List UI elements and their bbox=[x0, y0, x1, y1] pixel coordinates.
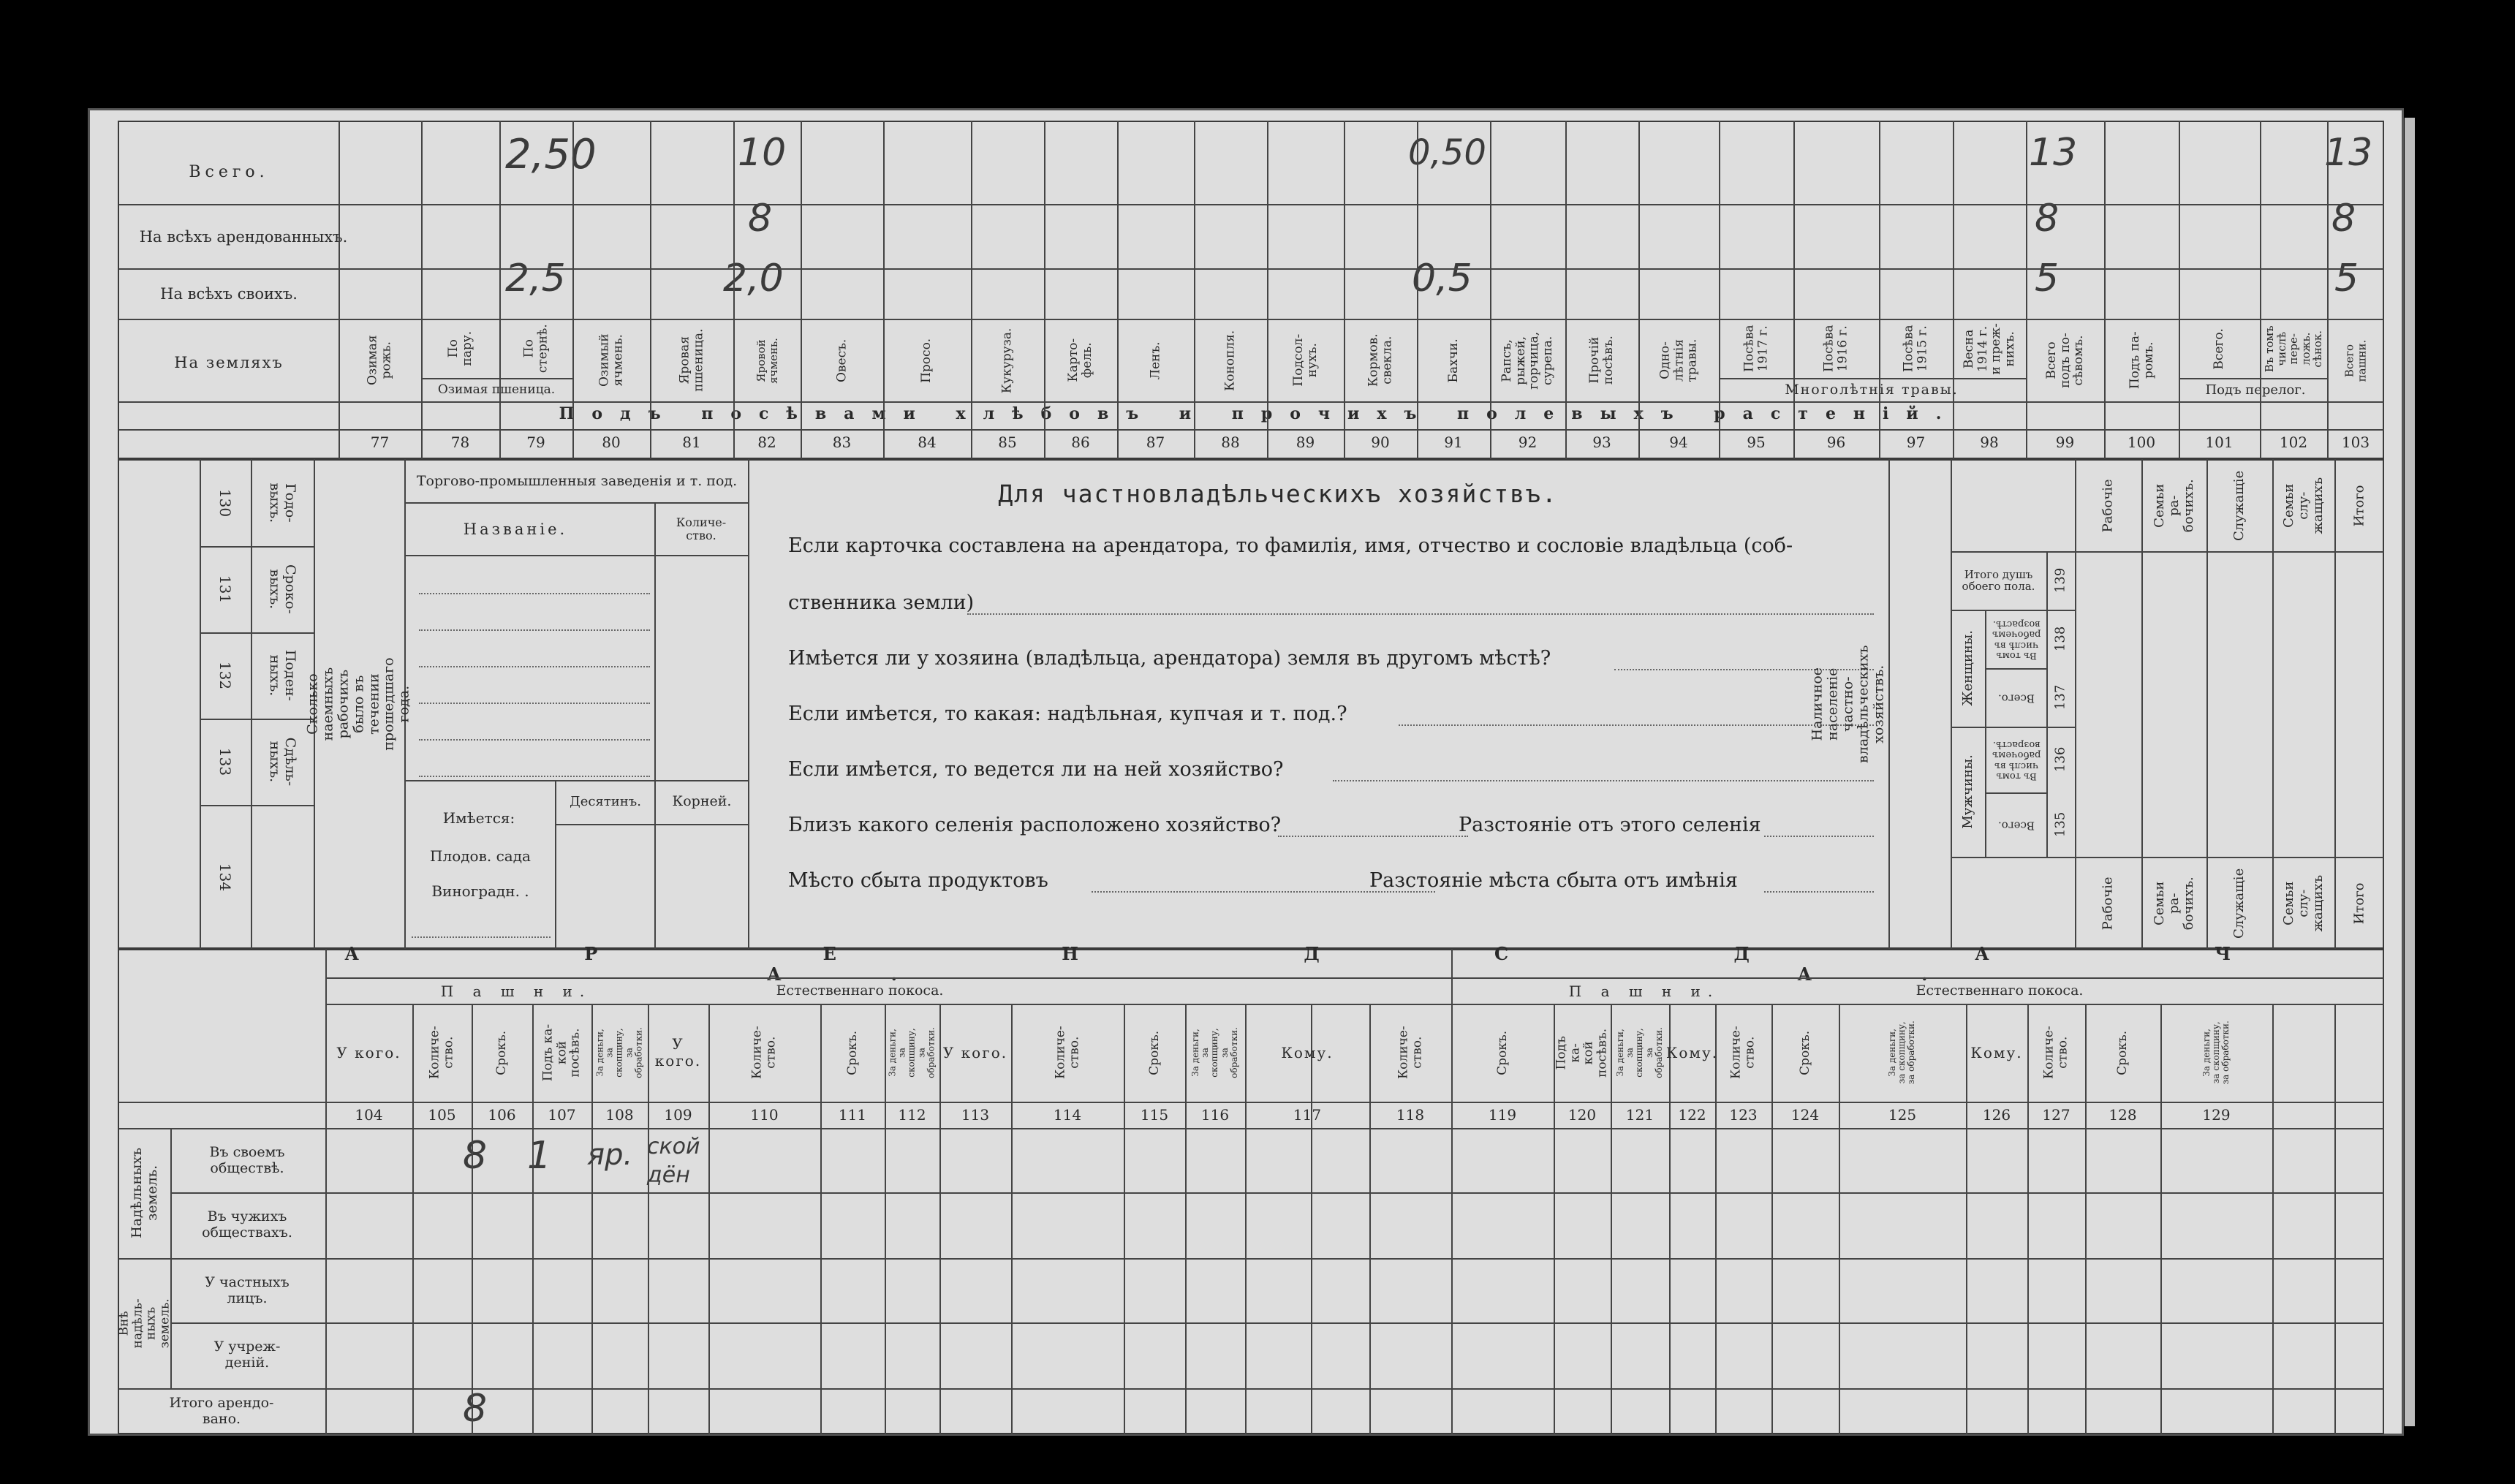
hw-own-col99: 5 bbox=[2035, 257, 2060, 300]
pop-women-total-label: Всего. bbox=[1998, 692, 2035, 705]
bottom-col-number-105: 105 bbox=[428, 1106, 456, 1124]
workers-col-top-3: Служащіе bbox=[2231, 470, 2247, 542]
bottom-col-number-117: 117 bbox=[1293, 1106, 1322, 1124]
bottom-col-header-119: Срокъ. bbox=[1494, 1030, 1510, 1075]
hw-rented-col103: 8 bbox=[2331, 197, 2356, 241]
bottom-col-number-116: 116 bbox=[1200, 1106, 1230, 1124]
pop-num-139: 139 bbox=[2052, 567, 2068, 594]
bottom-col-number-107: 107 bbox=[548, 1106, 576, 1124]
hw-total-col99: 13 bbox=[2029, 131, 2078, 175]
nadel-label: Надѣльныхъ земель. bbox=[129, 1147, 160, 1239]
bottom-col-number-121: 121 bbox=[1625, 1106, 1654, 1124]
land-label: На земляхъ bbox=[174, 353, 284, 371]
question-5a: Близъ какого селенія расположено хозяйство? bbox=[788, 814, 1282, 836]
bottom-col-header-104: У кого. bbox=[336, 1043, 401, 1061]
workers-col-bottom-1: Рабочіе bbox=[2100, 877, 2116, 931]
hw-total-col79: 2,50 bbox=[505, 131, 597, 178]
bottom-col-number-118: 118 bbox=[1396, 1106, 1425, 1124]
row-label-rented: На всѣхъ арендованныхъ. bbox=[139, 227, 348, 246]
question-6b: Разстояніе мѣста сбыта отъ имѣнія bbox=[1369, 869, 1738, 892]
ozimaya-pshenitsa-label: Озимая пшеница. bbox=[437, 382, 556, 398]
hired-row-label-132: Поден- ныхъ. bbox=[266, 649, 298, 702]
bottom-col-header-128: Срокъ. bbox=[2115, 1030, 2130, 1075]
trade-name-header: Названіе. bbox=[463, 520, 568, 538]
bottom-col-number-128: 128 bbox=[2109, 1106, 2137, 1124]
bottom-col-header-114: Количе- ство. bbox=[1053, 1026, 1081, 1080]
bottom-col-header-112: За деньги, за скопщину, за обработки. bbox=[887, 1027, 937, 1078]
bottom-col-header-108: За деньги, за скопщину, за обработки. bbox=[594, 1027, 644, 1078]
workers-col-bottom-4: Семьи слу- жащихъ bbox=[2280, 875, 2326, 932]
top-col-number-98: 98 bbox=[1980, 434, 1999, 451]
bottom-col-header-117: Кому. bbox=[1281, 1043, 1334, 1061]
arenda-pokos-label: Естественнаго покоса. bbox=[776, 983, 944, 999]
top-col-header-83: Овесъ. bbox=[834, 338, 850, 382]
row-label-own: На всѣхъ своихъ. bbox=[160, 284, 298, 303]
hired-caption: Сколько наемныхъ рабочихъ было въ течении прошедшаго года. bbox=[304, 657, 413, 751]
hw-total-col91: 0,50 bbox=[1408, 132, 1486, 173]
top-col-number-102: 102 bbox=[2279, 434, 2308, 451]
top-col-number-89: 89 bbox=[1296, 434, 1315, 451]
row-other-communities: Въ чужихъ обществахъ. bbox=[202, 1208, 292, 1241]
pop-men-label: Мужчины. bbox=[1959, 754, 1975, 829]
hired-row-num-132: 132 bbox=[216, 661, 234, 690]
bottom-col-header-111: Срокъ. bbox=[844, 1030, 860, 1075]
bottom-col-number-127: 127 bbox=[2042, 1106, 2070, 1124]
top-col-header-101: Всего. bbox=[2212, 328, 2227, 370]
top-col-number-90: 90 bbox=[1371, 434, 1390, 451]
hired-row-label-130: Годо- выхъ. bbox=[266, 482, 298, 523]
answer-line-1 bbox=[967, 613, 1874, 615]
bottom-col-number-104: 104 bbox=[355, 1106, 383, 1124]
question-5b: Разстояніе отъ этого селенія bbox=[1459, 814, 1761, 836]
top-col-header-85: Кукуруза. bbox=[999, 328, 1015, 393]
top-col-number-88: 88 bbox=[1221, 434, 1240, 451]
top-col-header-102: Въ томъ числѣ пере- ложь. сѣнок. bbox=[2262, 325, 2324, 372]
top-col-header-90: Кормов. свекла. bbox=[1366, 333, 1394, 387]
arenda-title: А Р Е Н Д А. bbox=[344, 943, 1429, 985]
imeetsya-label: Имѣется: bbox=[442, 809, 515, 827]
hw-own-col91: 0,5 bbox=[1412, 257, 1472, 300]
bottom-col-number-129: 129 bbox=[2202, 1106, 2231, 1124]
top-col-number-103: 103 bbox=[2341, 434, 2370, 451]
top-col-header-79: По стернѣ. bbox=[521, 324, 550, 374]
top-col-number-83: 83 bbox=[832, 434, 852, 451]
top-col-header-77: Озимая рожь. bbox=[365, 335, 394, 386]
top-col-header-98: Весна 1914 г. и преж- нихъ. bbox=[1961, 322, 2017, 375]
bottom-col-number-111: 111 bbox=[838, 1106, 867, 1124]
population-caption: Наличное населеніе частно-владѣльческихъ хозяйствъ. bbox=[1809, 645, 1887, 763]
bottom-col-header-118: Количе- ство. bbox=[1396, 1026, 1424, 1080]
top-col-header-96: Посѣва 1916 г. bbox=[1821, 325, 1850, 373]
top-col-header-91: Бахчи. bbox=[1445, 338, 1461, 383]
pop-women-incl-label: Въ томъ числѣ въ рабочемъ возрастѣ. bbox=[1992, 618, 2041, 662]
top-col-number-94: 94 bbox=[1669, 434, 1688, 451]
top-col-number-80: 80 bbox=[602, 434, 621, 451]
bottom-col-number-124: 124 bbox=[1790, 1106, 1820, 1124]
bottom-col-header-123: Количе- ство. bbox=[1728, 1026, 1758, 1080]
workers-col-top-5: Итого bbox=[2351, 485, 2367, 527]
top-col-header-78: По пару. bbox=[445, 331, 474, 366]
pop-num-135: 135 bbox=[2052, 811, 2068, 838]
census-card-sheet bbox=[88, 108, 2404, 1436]
top-col-number-77: 77 bbox=[370, 434, 390, 451]
bottom-col-header-113: У кого. bbox=[942, 1043, 1008, 1061]
hw-own-col79: 2,5 bbox=[505, 257, 566, 300]
bottom-col-header-106: Срокъ. bbox=[494, 1030, 510, 1075]
top-col-header-88: Конопля. bbox=[1222, 330, 1238, 391]
workers-col-bottom-5: Итого bbox=[2351, 882, 2367, 925]
top-col-number-84: 84 bbox=[918, 434, 937, 451]
bottom-col-number-125: 125 bbox=[1888, 1106, 1917, 1124]
sown-banner-text: Подъ посѣвами хлѣбовъ и прочихъ полевыхъ растеній. bbox=[559, 404, 1959, 424]
trade-title: Торгово-промышленныя заведенія и т. под. bbox=[416, 473, 738, 490]
top-col-number-101: 101 bbox=[2205, 434, 2234, 451]
bottom-col-number-108: 108 bbox=[605, 1106, 634, 1124]
top-col-number-87: 87 bbox=[1146, 434, 1165, 451]
bottom-col-header-115: Срокъ. bbox=[1146, 1030, 1162, 1075]
sdacha-title: С Д А Ч А. bbox=[1494, 943, 2340, 985]
hw-bottom-total: 8 bbox=[463, 1387, 488, 1431]
top-col-number-92: 92 bbox=[1518, 434, 1538, 451]
sdacha-pashni-label: П а ш н и. bbox=[1568, 982, 1720, 1000]
top-col-number-97: 97 bbox=[1906, 434, 1926, 451]
bottom-col-header-121: За деньги, за скопщину, за обработки. bbox=[1615, 1027, 1664, 1078]
top-col-number-96: 96 bbox=[1826, 434, 1846, 451]
hw-total-col103: 13 bbox=[2324, 131, 2373, 175]
workers-col-bottom-2: Семьи ра- бочихъ. bbox=[2151, 877, 2196, 931]
bottom-col-header-129: За деньги, за скопщину, за обработки. bbox=[2201, 1021, 2231, 1085]
workers-col-top-1: Рабочіе bbox=[2100, 479, 2116, 533]
top-col-header-97: Посѣва 1915 г. bbox=[1901, 325, 1930, 373]
top-col-header-94: Одно- лѣтнія травы. bbox=[1657, 338, 1700, 382]
top-col-number-85: 85 bbox=[998, 434, 1017, 451]
hired-row-num-131: 131 bbox=[216, 575, 234, 604]
bottom-col-number-114: 114 bbox=[1053, 1106, 1082, 1124]
bottom-col-number-115: 115 bbox=[1140, 1106, 1169, 1124]
hw-bottom-qty: 8 bbox=[463, 1134, 488, 1178]
top-col-header-95: Посѣва 1917 г. bbox=[1741, 325, 1770, 373]
hw-rented-col82: 8 bbox=[748, 197, 773, 241]
row-own-community: Въ своемъ обществѣ. bbox=[209, 1144, 285, 1176]
top-col-header-86: Карто- фель. bbox=[1066, 338, 1094, 382]
bottom-col-number-109: 109 bbox=[664, 1106, 692, 1124]
top-col-number-95: 95 bbox=[1747, 434, 1766, 451]
question-1a: Если карточка составлена на арендатора, то фамилія, имя, отчество и сословіе владѣльца (соб- bbox=[788, 534, 1793, 557]
arenda-pashni-label: П а ш н и. bbox=[440, 982, 592, 1000]
top-col-header-93: Прочій посѣвъ. bbox=[1587, 336, 1616, 385]
pop-men-total-label: Всего. bbox=[1998, 819, 2035, 833]
bottom-col-number-126: 126 bbox=[1982, 1106, 2011, 1124]
bottom-col-number-112: 112 bbox=[898, 1106, 926, 1124]
top-col-header-89: Подсол- нухъ. bbox=[1290, 334, 1320, 387]
bottom-col-header-110: Количе- ство. bbox=[749, 1026, 779, 1080]
top-col-number-99: 99 bbox=[2055, 434, 2075, 451]
hw-bottom-posev: яр. bbox=[587, 1138, 633, 1172]
row-label-total: Всего. bbox=[189, 163, 269, 182]
bottom-col-header-116: За деньги, за скопщину, за обработки. bbox=[1190, 1027, 1239, 1078]
private-holdings-title: Для частновладѣльческихъ хозяйствъ. bbox=[998, 480, 1558, 509]
top-col-header-80: Озимый ячмень. bbox=[597, 333, 625, 387]
bottom-col-header-122: Кому. bbox=[1665, 1043, 1719, 1061]
bottom-col-number-119: 119 bbox=[1488, 1106, 1517, 1124]
mnogoletnie-label: Многолѣтнія травы. bbox=[1785, 382, 1959, 398]
question-6a: Мѣсто сбыта продуктовъ bbox=[788, 869, 1048, 892]
top-col-number-91: 91 bbox=[1444, 434, 1463, 451]
bottom-col-number-106: 106 bbox=[488, 1106, 516, 1124]
bottom-col-number-122: 122 bbox=[1678, 1106, 1706, 1124]
bottom-col-number-110: 110 bbox=[750, 1106, 779, 1124]
bottom-col-header-105: Количе- ство. bbox=[427, 1026, 456, 1080]
bottom-col-header-127: Количе- ство. bbox=[2041, 1026, 2070, 1080]
sown-banner bbox=[339, 401, 2179, 428]
answer-line-5a bbox=[1278, 836, 1468, 837]
bottom-col-header-124: Срокъ. bbox=[1797, 1030, 1812, 1075]
top-col-header-103: Всего пашни. bbox=[2342, 339, 2368, 382]
pod-perelog-label: Подъ перелог. bbox=[2205, 382, 2306, 398]
top-col-header-82: Яровой ячмень. bbox=[754, 337, 779, 384]
hired-row-num-130: 130 bbox=[216, 488, 234, 517]
top-col-header-87: Ленъ. bbox=[1148, 341, 1163, 379]
hired-row-label-133: Сдѣль- ныхъ. bbox=[267, 737, 298, 787]
hired-row-num-133: 133 bbox=[216, 747, 234, 776]
top-col-header-100: Подъ па- ромъ. bbox=[2127, 331, 2155, 390]
top-col-header-81: Яровая пшеница. bbox=[677, 328, 706, 393]
bottom-col-header-109: У кого. bbox=[654, 1035, 702, 1070]
sdacha-pokos-label: Естественнаго покоса. bbox=[1915, 983, 2084, 999]
desyatin-header: Десятинъ. bbox=[570, 793, 641, 809]
vineyard-label: Виноградн. . bbox=[431, 882, 529, 900]
hw-own-col103: 5 bbox=[2334, 257, 2359, 300]
bottom-col-header-125: За деньги, за скопщину, за обработки. bbox=[1887, 1021, 1917, 1085]
hw-bottom-dengi: ской дён bbox=[647, 1134, 700, 1188]
pop-num-138: 138 bbox=[2052, 626, 2068, 652]
top-col-header-84: Просо. bbox=[919, 338, 934, 383]
vne-nadel-label: Внѣ надѣль- ныхъ земель. bbox=[116, 1298, 173, 1349]
hired-row-label-131: Сроко- выхъ. bbox=[267, 564, 298, 614]
question-3: Если имѣется, то какая: надѣльная, купчая и т. под.? bbox=[788, 703, 1347, 725]
top-col-number-79: 79 bbox=[526, 434, 545, 451]
bottom-col-number-123: 123 bbox=[1729, 1106, 1758, 1124]
bottom-col-header-107: Подъ ка- кой посѣвъ. bbox=[540, 1023, 583, 1082]
top-col-number-78: 78 bbox=[450, 434, 470, 451]
trade-qty-header: Количе- ство. bbox=[676, 515, 727, 542]
pop-women-label: Женщины. bbox=[1959, 630, 1975, 706]
bottom-col-number-120: 120 bbox=[1567, 1106, 1597, 1124]
top-col-number-93: 93 bbox=[1592, 434, 1611, 451]
question-1b: ственника земли) bbox=[788, 591, 975, 614]
workers-col-top-2: Семьи ра- бочихъ. bbox=[2151, 479, 2196, 533]
hired-row-num-134: 134 bbox=[216, 863, 234, 891]
hw-bottom-srok: 1 bbox=[527, 1134, 552, 1178]
workers-col-bottom-3: Служащіе bbox=[2231, 868, 2247, 939]
hw-own-col82: 2,0 bbox=[723, 257, 784, 300]
bottom-col-header-126: Кому. bbox=[1970, 1043, 2023, 1061]
pop-men-incl-label: Въ томъ числѣ въ рабочемъ возрастѣ. bbox=[1992, 739, 2041, 782]
top-col-header-92: Рапсъ, рыжей, горчица, сурепа. bbox=[1499, 331, 1556, 390]
bottom-col-header-120: Подъ ка- кой посѣвъ. bbox=[1554, 1028, 1610, 1078]
top-col-number-86: 86 bbox=[1071, 434, 1090, 451]
workers-col-top-4: Семьи слу- жащихъ bbox=[2280, 477, 2326, 534]
korney-header: Корней. bbox=[672, 793, 732, 810]
row-private-persons: У частныхъ лицъ. bbox=[205, 1274, 290, 1306]
row-institutions: У учреж- деній. bbox=[213, 1339, 281, 1371]
question-4: Если имѣется, то ведется ли на ней хозяйство? bbox=[788, 758, 1284, 781]
top-col-number-81: 81 bbox=[682, 434, 701, 451]
answer-line-3 bbox=[1399, 724, 1874, 726]
pop-itogo-label: Итого душъ обоего пола. bbox=[1962, 567, 2035, 593]
answer-line-4 bbox=[1333, 780, 1874, 781]
garden-label: Плодов. сада bbox=[430, 847, 531, 865]
hw-total-col82: 10 bbox=[738, 131, 787, 175]
pop-num-137: 137 bbox=[2052, 684, 2068, 711]
top-col-number-100: 100 bbox=[2127, 434, 2156, 451]
pop-num-136: 136 bbox=[2052, 746, 2068, 773]
bottom-col-number-113: 113 bbox=[961, 1106, 990, 1124]
hw-rented-col99: 8 bbox=[2035, 197, 2060, 241]
top-col-header-99: Всего подъ по- сѣвомъ. bbox=[2043, 333, 2086, 388]
question-2: Имѣется ли у хозяина (владѣльца, арендатора) земля въ другомъ мѣстѣ? bbox=[788, 647, 1551, 670]
top-col-number-82: 82 bbox=[757, 434, 776, 451]
row-total-rented: Итого арендо- вано. bbox=[169, 1395, 274, 1427]
